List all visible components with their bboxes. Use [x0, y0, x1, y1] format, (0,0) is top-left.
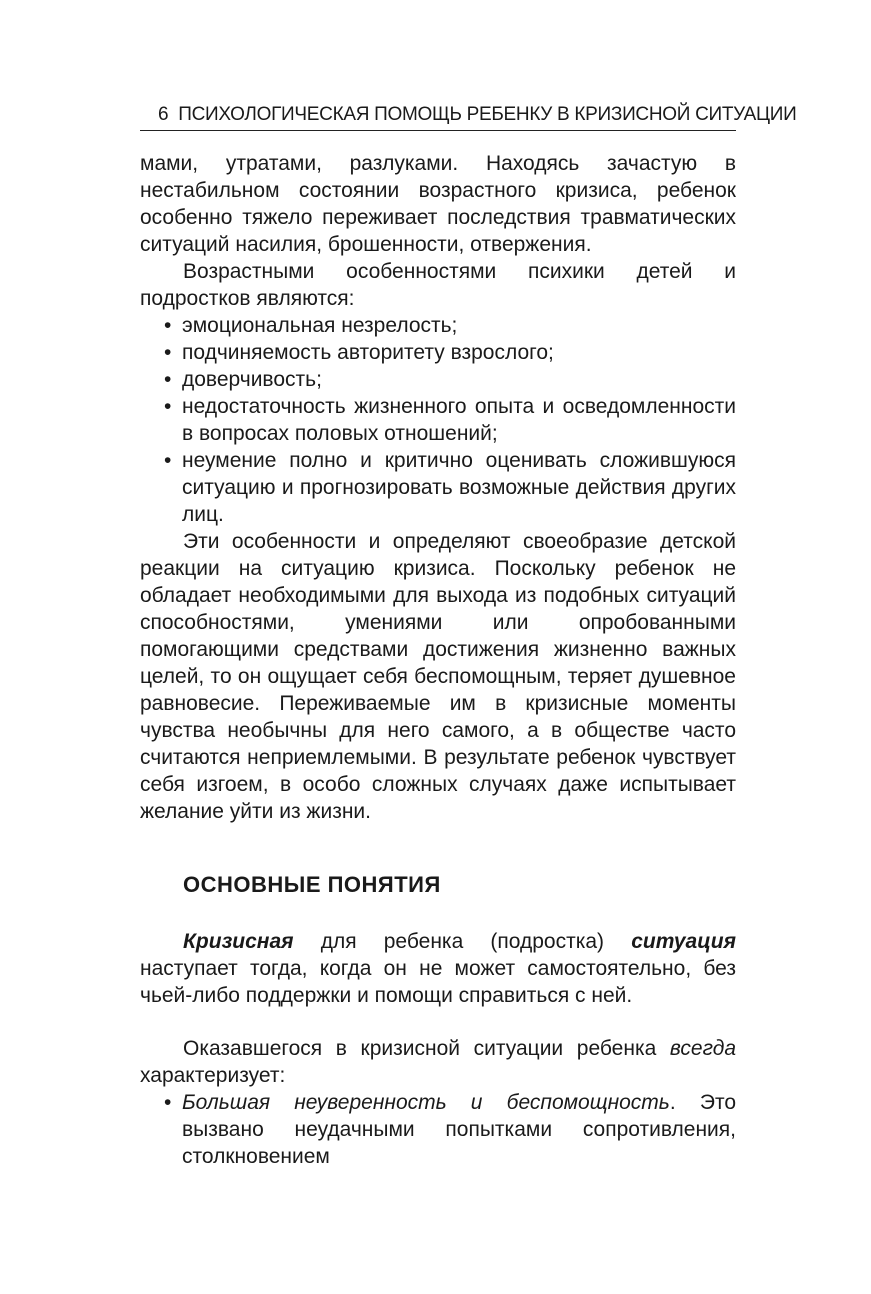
- list-item: • эмоциональная незрелость;: [164, 314, 458, 337]
- section-heading: ОСНОВНЫЕ ПОНЯТИЯ: [183, 872, 441, 897]
- list-item: • недостаточность жизненного опыта и осведомленности в вопросах половых отношений;: [164, 395, 736, 445]
- paragraph-5: Оказавшегося в кризисной ситуации ребенка всегда характеризует:: [140, 1037, 736, 1087]
- paragraph-2: Возрастными особенностями психики детей и подростков являются:: [140, 260, 736, 310]
- paragraph-3: Эти особенности и определяют своеобразие детской реакции на ситуацию кризиса. Поскольку ребенок не обладает необходимыми для выхода из подобных ситуаций способностями, умениями или опробованными помогающими средствами достижения жизненно важных целей, то он ощущает себя беспомощным, теряет душевное равновесие. Переживаемые им в кризисные моменты чувства необычны для него самого, а в обществе часто считаются неприемлемыми. В результате ребенок чувствует себя изгоем, в особо сложных случаях даже испытывает желание уйти из жизни.: [140, 530, 736, 823]
- bullet-icon: •: [164, 314, 172, 337]
- paragraph-1: мами, утратами, разлуками. Находясь зачастую в нестабильном состоянии возрастного кризиса, ребенок особенно тяжело переживает последствия травматических ситуаций насилия, брошенности, отвержения.: [140, 152, 736, 256]
- page-number: 6: [158, 104, 169, 125]
- running-header: [140, 104, 797, 131]
- list-item: • неумение полно и критично оценивать сложившуюся ситуацию и прогнозировать возможные действия других лиц.: [164, 449, 736, 526]
- characteristics-list: [140, 1089, 736, 1170]
- term-situation: ситуация: [631, 930, 736, 953]
- definition-paragraph: Кризисная для ребенка (подростка) ситуация наступает тогда, когда он не может самостоятельно, без чьей-либо поддержки и помощи справиться с ней.: [140, 930, 736, 1007]
- bullet-icon: •: [164, 1091, 172, 1114]
- running-title: ПСИХОЛОГИЧЕСКАЯ ПОМОЩЬ РЕБЕНКУ В КРИЗИСНОЙ СИТУАЦИИ: [178, 104, 797, 125]
- bullet-icon: •: [164, 341, 172, 364]
- age-features-list: [140, 312, 736, 528]
- emphasis-always: всегда: [669, 1037, 736, 1060]
- list-item: • Большая неуверенность и беспомощность. Это вызвано неудачными попытками сопротивления, столкновением: [164, 1091, 736, 1168]
- body-text: [140, 150, 736, 1170]
- list-item: • доверчивость;: [164, 368, 322, 391]
- term-crisis: Кризисная: [183, 930, 294, 953]
- bullet-icon: •: [164, 368, 172, 391]
- bullet-icon: •: [164, 449, 172, 472]
- bullet-icon: •: [164, 395, 172, 418]
- list-item: • подчиняемость авторитету взрослого;: [164, 341, 554, 364]
